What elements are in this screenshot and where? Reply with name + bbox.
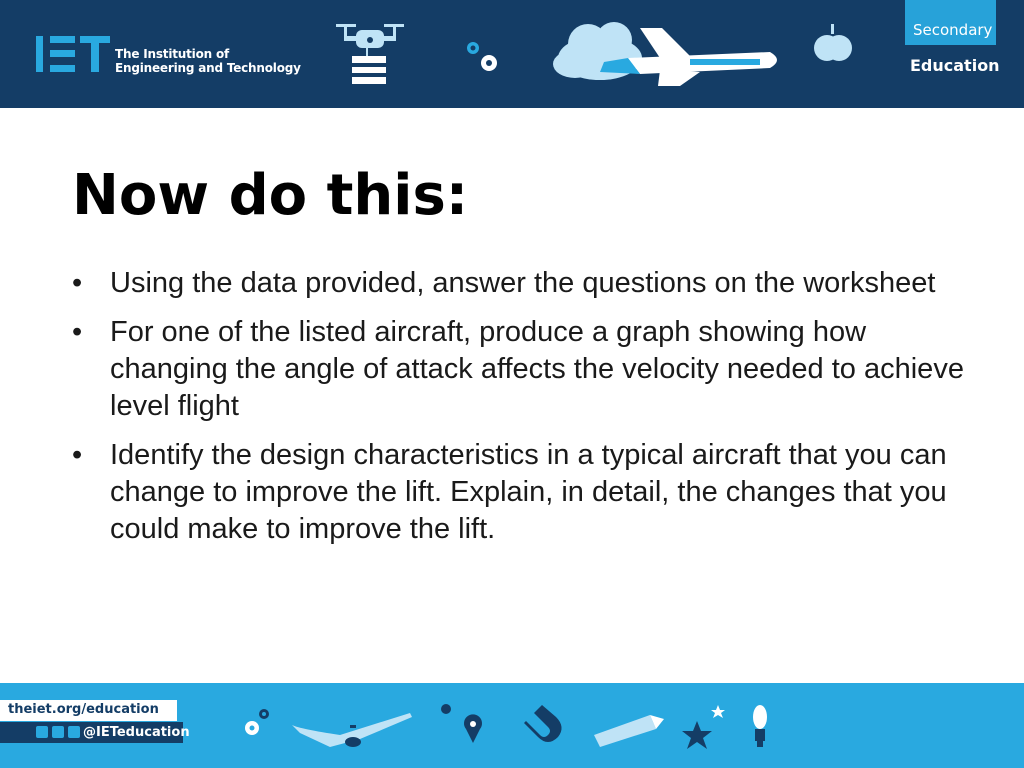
- org-name-line1: The Institution of: [115, 47, 230, 61]
- gears-icon: [245, 709, 269, 735]
- bullet-glyph: •: [72, 439, 83, 471]
- bullet-text: Using the data provided, answer the questions on the worksheet: [110, 267, 936, 299]
- list-item: [72, 314, 972, 425]
- drone-icon: [336, 24, 404, 84]
- bullet-glyph: •: [72, 267, 83, 299]
- list-item: [72, 265, 972, 302]
- facebook-icon[interactable]: [52, 726, 64, 738]
- list-item: [72, 437, 972, 548]
- bullet-text: Identify the design characteristics in a typical aircraft that you can change to improve the lift. Explain, in detail, the changes that you could make to improve the lift.: [110, 439, 947, 545]
- gears-icon: [467, 42, 497, 71]
- magnet-icon: [524, 705, 562, 742]
- iet-logo: [36, 36, 110, 72]
- map-pin-icon: [441, 704, 482, 743]
- instagram-icon[interactable]: [68, 726, 80, 738]
- org-name: [115, 47, 301, 75]
- slide-title: Now do this:: [72, 163, 469, 228]
- airplane-icon: [292, 713, 412, 747]
- secondary-label: Secondary: [913, 21, 993, 39]
- bullet-glyph: •: [72, 316, 83, 348]
- star-icon: [682, 705, 725, 749]
- twitter-icon[interactable]: [36, 726, 48, 738]
- pencil-icon: [594, 715, 664, 747]
- social-handle[interactable]: @IETeducation: [83, 725, 190, 740]
- org-name-line2: Engineering and Technology: [115, 61, 301, 75]
- website-link[interactable]: theiet.org/education: [8, 702, 159, 717]
- bullet-text: For one of the listed aircraft, produce a graph showing how changing the angle of attack affects the velocity needed to achieve level flight: [110, 316, 964, 422]
- lightbulb-icon: [753, 705, 767, 747]
- apple-icon: [814, 24, 852, 61]
- bullet-list: [72, 265, 972, 560]
- education-label: Education: [910, 56, 1000, 75]
